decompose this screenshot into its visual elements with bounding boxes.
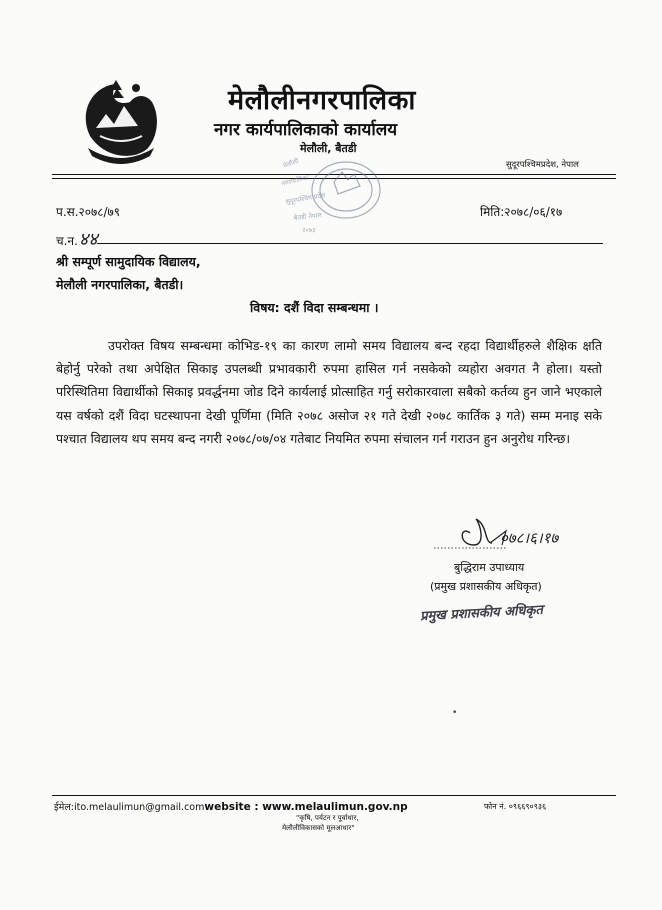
office-stamp — [278, 156, 388, 238]
municipality-name: मेलौलीनगरपालिका — [228, 85, 416, 116]
svg-text:मेलौली: मेलौली — [281, 156, 300, 170]
recipient-line-2: मेलौली नगरपालिका, बैतडी। — [56, 277, 184, 292]
footer-email: ईमेल:ito.melaulimun@gmail.com — [54, 802, 205, 813]
signer-designation: (प्रमुख प्रशासकीय अधिकृत) — [430, 580, 542, 593]
office-location: मेलौली, बैतडी — [300, 142, 357, 155]
office-name: नगर कार्यपालिकाको कार्यालय — [214, 120, 398, 140]
footer-phone: फोन नं. ०९६६९०९३६ — [484, 802, 547, 811]
footer-contact — [54, 800, 408, 813]
handwritten-signature — [430, 515, 590, 559]
dispatch-number: ४४ — [78, 229, 98, 250]
signature-date: ०७८।६।१७ — [500, 529, 559, 547]
svg-text:सुदूरपश्चिम प्रदेश: सुदूरपश्चिम प्रदेश — [284, 191, 327, 206]
footer-slogan-line-2: मेलौलीविकासको मूलआधार" — [282, 824, 355, 832]
designation-seal: प्रमुख प्रशासकीय अधिकृत — [419, 602, 544, 625]
municipality-emblem-icon — [78, 76, 164, 168]
recipient-line-1: श्री सम्पूर्ण सामुदायिक विद्यालय, — [56, 254, 201, 269]
ink-mark: • — [452, 708, 458, 718]
province-name: सुदूरपश्चिमप्रदेश, नेपाल — [506, 160, 579, 170]
svg-text:२०७३: २०७३ — [302, 226, 316, 234]
dispatch-label: च.न. — [56, 234, 78, 248]
svg-text:नगरपालिका: नगरपालिका — [280, 173, 310, 188]
footer-website: website : www.melaulimun.gov.np — [204, 801, 408, 813]
letter-body: उपरोक्त विषय सम्बन्धमा कोभिड-१९ का कारण लामो समय विद्यालय बन्द रहदा विद्यार्थीहरुले शैक्षिक क्षति बेहोर्नु परेको तथा अपेक्षित सिकाइ उपलब्धी प्रभावकारी रुपमा हासिल गर्न नसकेको व्यहोरा अवगत नै होला। यस्तो परिस्थितिमा विद्यार्थीको सिकाइ प्रवर्द्धनमा जोड दिने कार्यलाई प्रोत्साहित गर्नु सरोकारवाला सबैको कर्तव्य हुन जाने भएकाले यस वर्षको दशैं विदा घटस्थापना देखी पूर्णिमा (मिति २०७८ असोज २१ गते देखी २०७८ कार्तिक ३ गते) सम्म मनाइ सके पश्चात विद्यालय थप समय बन्द नगरी २०७८/०७/०४ गतेबाट नियमित रुपमा संचालन गर्न गराउन हुन अनुरोध गरिन्छ। — [56, 338, 602, 446]
svg-text:बैतडी नेपाल: बैतडी नेपाल — [293, 211, 323, 222]
footer-divider — [52, 795, 616, 796]
letter-subject: विषय: दशैं विदा सम्बन्धमा । — [250, 300, 379, 315]
letter-date: मिति:२०७८/०६/१७ — [480, 205, 563, 219]
dispatch-number-row — [56, 227, 98, 251]
letter-reference-number: प.स.२०७८/७९ — [56, 205, 121, 219]
signer-name: बुद्धिराम उपाध्याय — [454, 561, 525, 574]
footer-slogan-line-1: "कृषि, पर्यटन र पूर्वाधार, — [296, 814, 359, 822]
reference-divider — [97, 243, 603, 244]
